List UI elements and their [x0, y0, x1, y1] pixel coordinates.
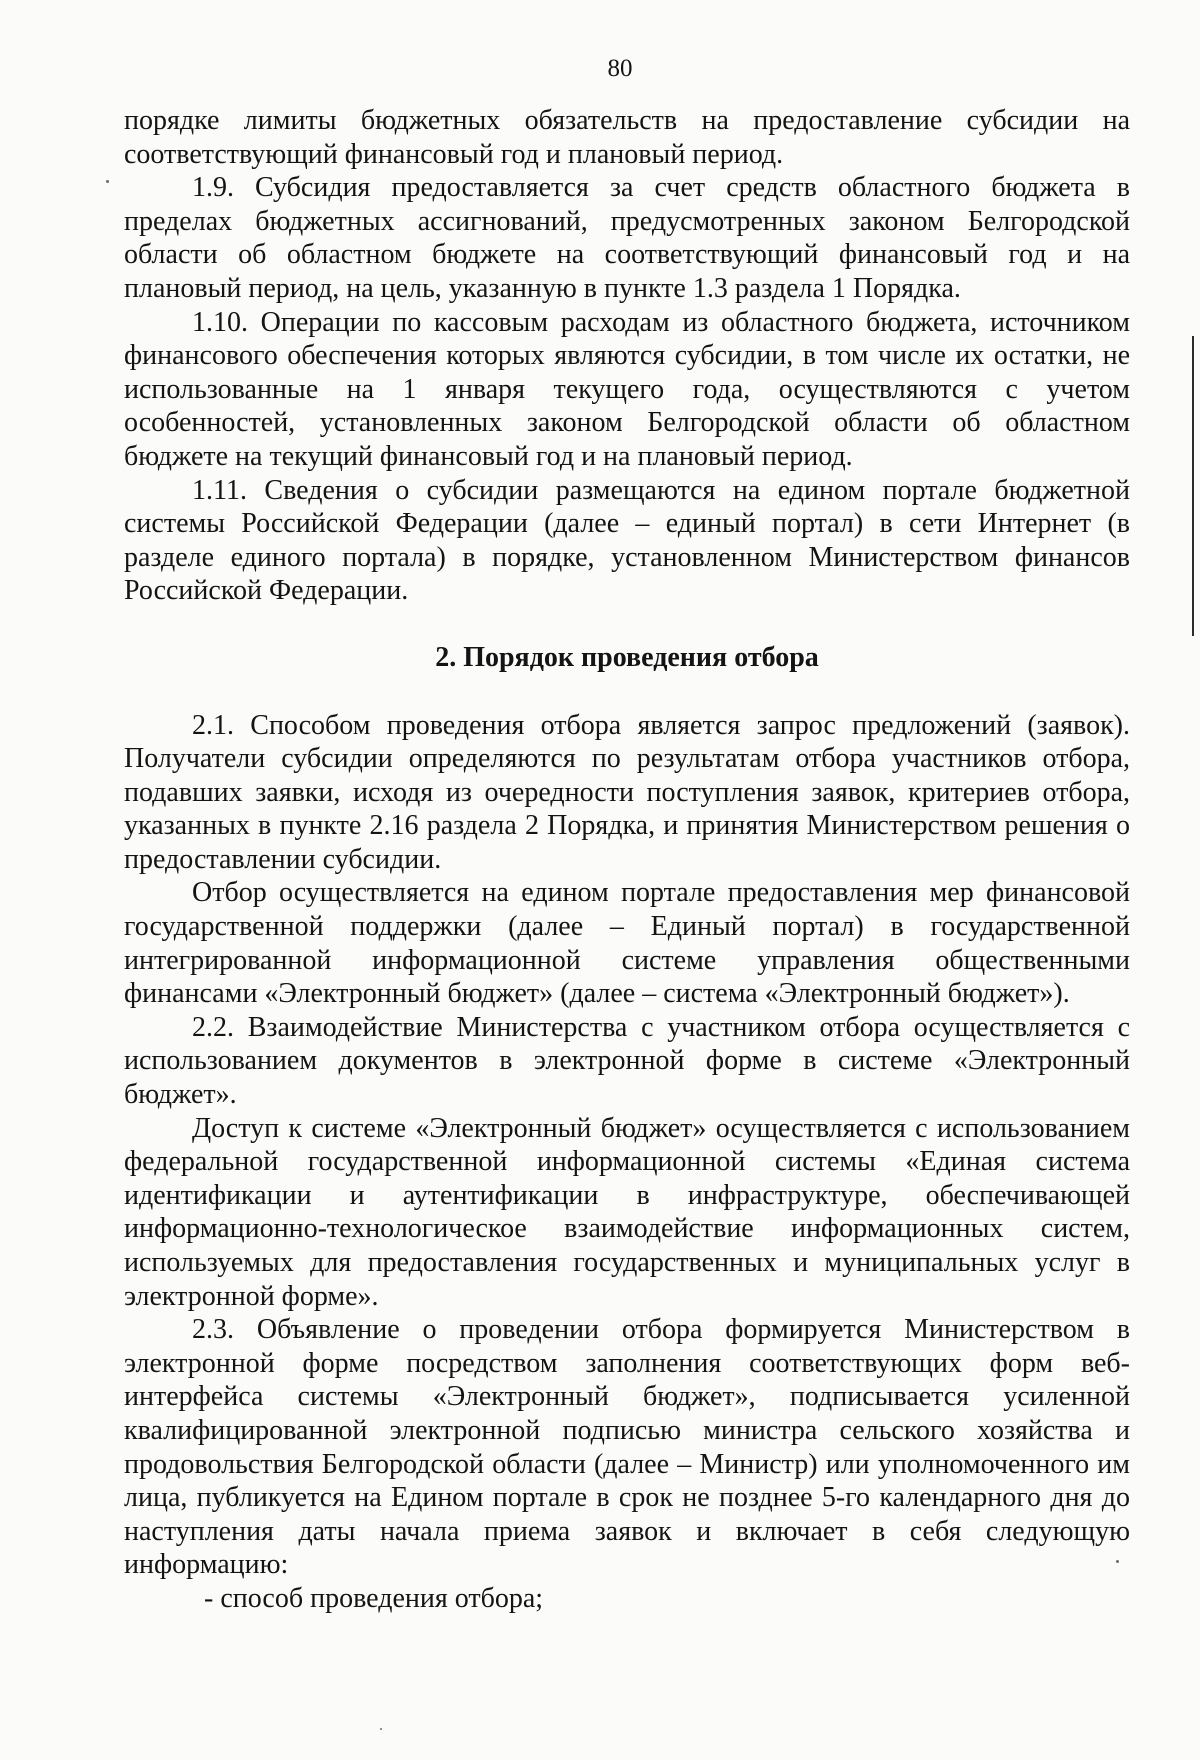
section-heading-2: 2. Порядок проведения отбора — [435, 641, 819, 673]
paragraph-2-2-access: Доступ к системе «Электронный бюджет» осуществляется с использованием федеральной государственной информационной системы «Единая система идентификации и аутентификации в инфраструктуре, обеспечивающей информационно-технологическое взаимодействие информационных систем, используемых для предоставления государственных и муниципальных услуг в электронной форме». — [124, 1112, 1130, 1312]
paragraph-2-1-selection: Отбор осуществляется на едином портале предоставления мер финансовой государственной поддержки (далее – Единый портал) в государственной интегрированной информационной системе управления общественными финансами «Электронный бюджет» (далее – система «Электронный бюджет»). — [124, 877, 1130, 1010]
paragraph-1-10: 1.10. Операции по кассовым расходам из областного бюджета, источником финансового обеспечения которых являются субсидии, в том числе их остатки, не использованные на 1 января текущего года, осуществляются с учетом особенностей, установленных законом Белгородской области об областном бюджете на текущий финансовый год и на плановый период. — [124, 306, 1130, 472]
list-item-selection-method: - способ проведения отбора; — [204, 1582, 544, 1614]
paragraph-2-1: 2.1. Способом проведения отбора является запрос предложений (заявок). Получатели субсидии определяются по результатам отбора участников отбора, подавших заявки, исходя из очередности поступления заявок, критериев отбора, указанных в пункте 2.16 раздела 2 Порядка, и принятия Министерством решения о предоставлении субсидии. — [124, 709, 1130, 875]
paragraph-2-2: 2.2. Взаимодействие Министерства с участником отбора осуществляется с использованием документов в электронной форме в системе «Электронный бюджет». — [124, 1011, 1130, 1111]
page-number: 80 — [607, 55, 633, 82]
paragraph-continuation-limits: порядке лимиты бюджетных обязательств на предоставление субсидии на соответствующий финансовый год и плановый период. — [124, 105, 1130, 170]
paragraph-1-9: 1.9. Субсидия предоставляется за счет средств областного бюджета в пределах бюджетных ассигнований, предусмотренных законом Белгородской области об областном бюджете на соответствующий финансовый год и на плановый период, на цель, указанную в пункте 1.3 раздела 1 Порядка. — [124, 172, 1130, 304]
paragraph-2-3: 2.3. Объявление о проведении отбора формируется Министерством в электронной форме посредством заполнения соответствующих форм веб-интерфейса системы «Электронный бюджет», подписывается усиленной квалифицированной электронной подписью министра сельского хозяйства и продовольствия Белгородской области (далее – Министр) или уполномоченного им лица, публикуется на Едином портале в срок не позднее 5-го календарного дня до наступления даты начала приема заявок и включает в себя следующую информацию: — [124, 1314, 1130, 1581]
scan-speck — [106, 180, 109, 183]
scan-speck — [1116, 1560, 1119, 1563]
scan-speck — [380, 1728, 382, 1730]
scan-edge-line — [1192, 336, 1194, 636]
document-body — [124, 104, 1130, 1616]
paragraph-1-11: 1.11. Сведения о субсидии размещаются на едином портале бюджетной системы Российской Федерации (далее – единый портал) в сети Интернет (в разделе единого портала) в порядке, установленном Министерством финансов Российской Федерации. — [124, 474, 1130, 607]
